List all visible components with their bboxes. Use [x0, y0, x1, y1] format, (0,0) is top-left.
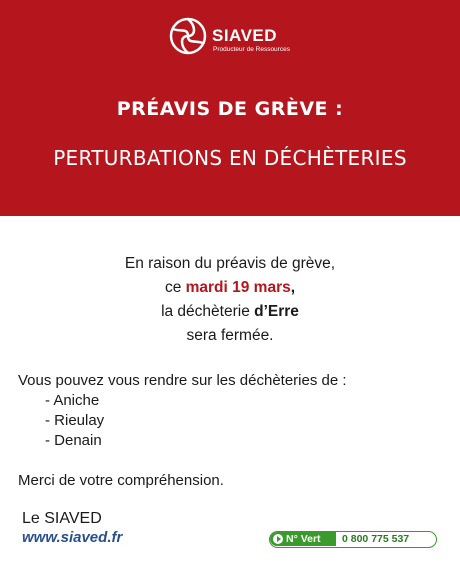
siaved-logo	[168, 16, 308, 60]
notice-line-3	[0, 300, 460, 324]
notice-date-prefix: ce	[164, 279, 186, 296]
numero-vert-label: N° Vert	[286, 533, 321, 545]
page-title: PRÉAVIS DE GRÈVE :	[116, 98, 344, 120]
alternatives-intro: Vous pouvez vous rendre sur les déchèteries de :	[18, 372, 347, 389]
strike-date: mardi 19 mars	[185, 279, 291, 296]
numero-vert-number: 0 800 775 537	[342, 533, 410, 545]
signature: Le SIAVED	[22, 510, 102, 527]
list-item: - Denain	[45, 432, 102, 449]
notice-site-prefix: la déchèterie	[161, 303, 255, 320]
alternative-sites	[18, 371, 347, 451]
notice-line-4: sera fermée.	[186, 327, 274, 344]
brand-tagline: Producteur de Ressources	[213, 46, 290, 53]
notice-line-2	[0, 276, 460, 300]
list-item: - Rieulay	[45, 412, 105, 429]
brand-name: SIAVED	[212, 26, 278, 45]
notice-line-1: En raison du préavis de grève,	[124, 255, 336, 272]
thanks-message: Merci de votre compréhension.	[18, 472, 224, 489]
closure-notice	[0, 252, 460, 348]
arrow-right-icon	[273, 534, 283, 544]
page-subtitle: PERTURBATIONS EN DÉCHÈTERIES	[53, 146, 407, 170]
numero-vert-badge[interactable]	[269, 531, 437, 548]
closed-site-name: d’Erre	[254, 303, 299, 320]
notice-date-suffix: ,	[290, 279, 296, 296]
website-link[interactable]: www.siaved.fr	[22, 529, 123, 546]
siaved-swirl-icon	[168, 16, 208, 56]
list-item: - Aniche	[45, 392, 100, 409]
numero-vert-label-box	[270, 532, 336, 546]
header-banner	[0, 0, 460, 216]
